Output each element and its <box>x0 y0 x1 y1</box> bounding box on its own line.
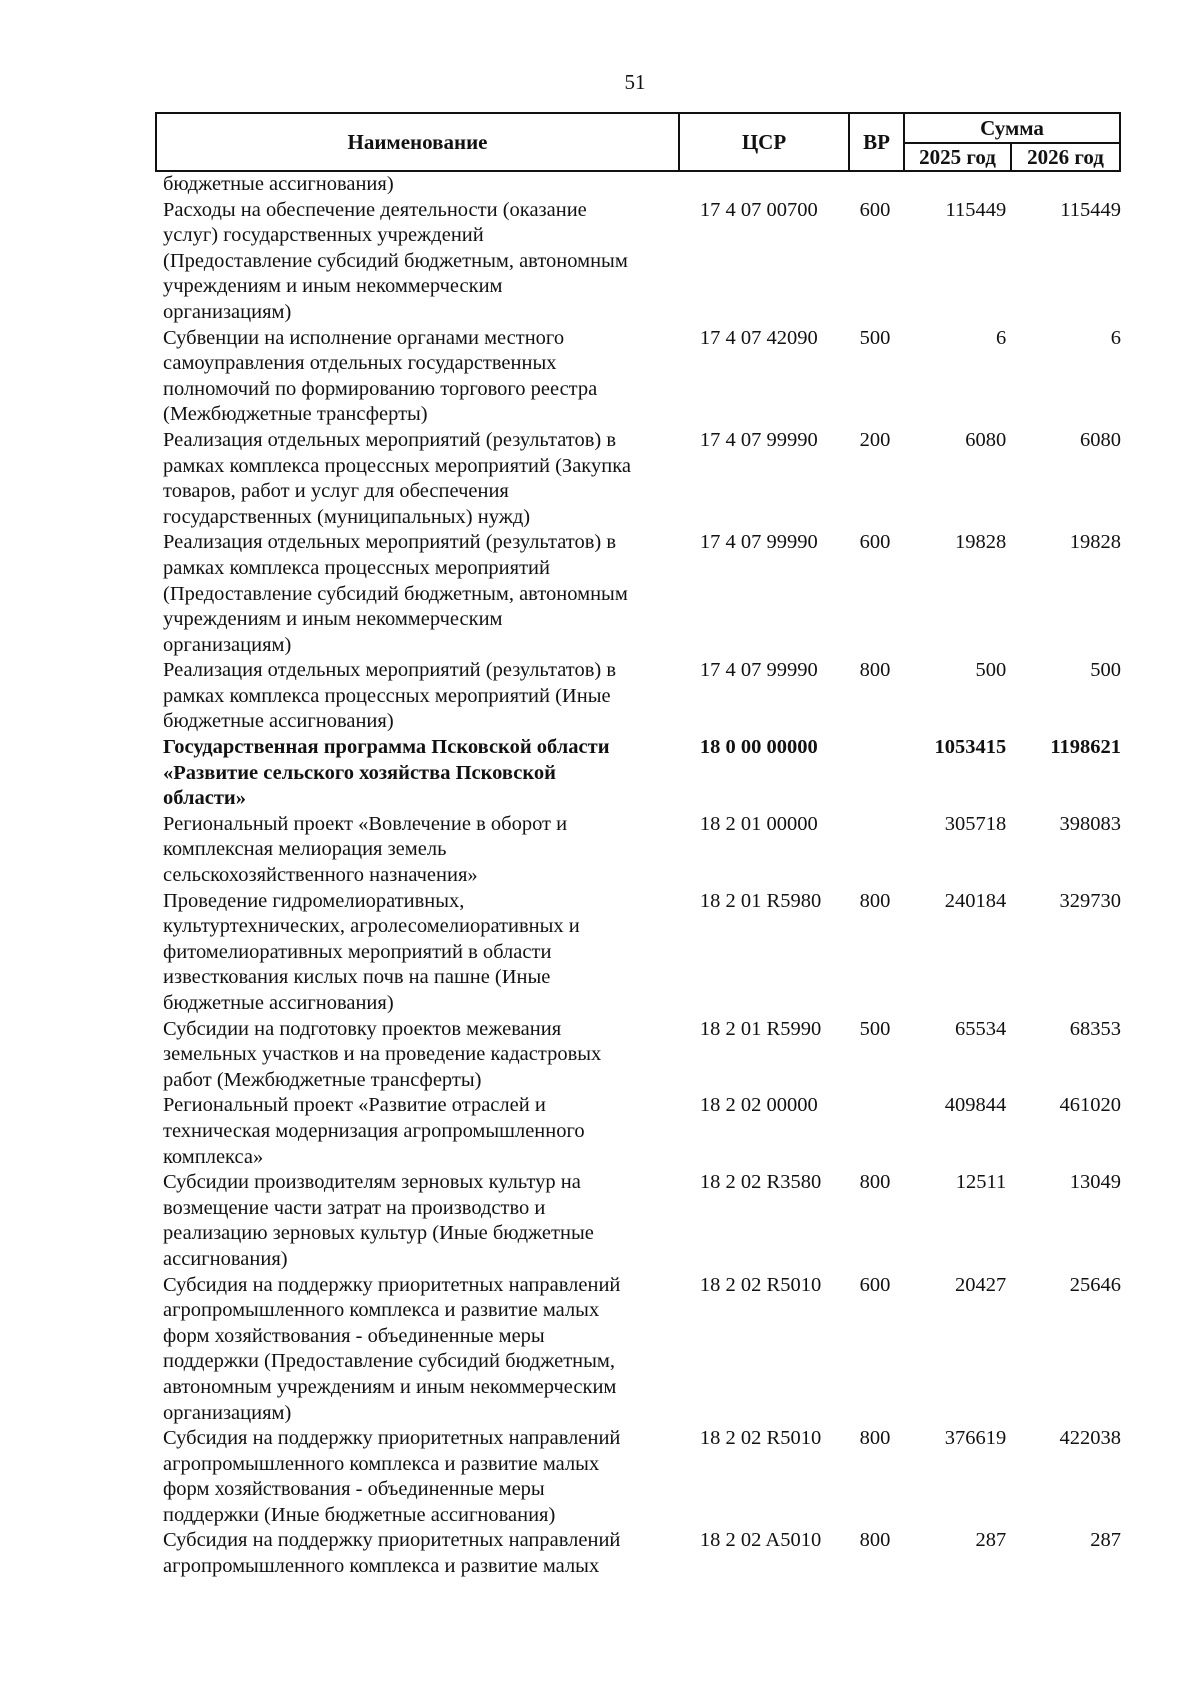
page-number: 51 <box>624 70 646 94</box>
row-csr: 17 4 07 42090 <box>699 326 818 349</box>
row-sum-2026: 6080 <box>1080 428 1121 451</box>
row-vr: 500 <box>859 1017 891 1040</box>
row-sum-2025: 6080 <box>965 428 1007 451</box>
header-sum: Сумма <box>905 114 1119 144</box>
row-vr: 800 <box>859 889 891 912</box>
table-row <box>163 1528 1123 1579</box>
row-name: Субсидии производителям зерновых культур на возмещение части затрат на производство и реализацию зерновых культур (Иные бюджетные ассигнования) <box>163 1171 594 1270</box>
row-sum-2026: 329730 <box>1059 889 1121 912</box>
row-sum-2025: 240184 <box>944 889 1007 912</box>
row-sum-2025 <box>909 172 1016 198</box>
row-sum-2026: 500 <box>1090 659 1121 682</box>
row-name: бюджетные ассигнования) <box>163 173 394 195</box>
row-name: Субсидия на поддержку приоритетных направлений агропромышленного комплекса и развитие малых форм хозяйствования - объединенные меры поддержки (Иные бюджетные ассигнования) <box>163 1427 621 1526</box>
row-vr: 600 <box>859 1273 891 1296</box>
row-csr: 18 2 01 R5990 <box>699 1017 822 1040</box>
row-sum-2025: 6 <box>995 326 1007 349</box>
table-row <box>163 1093 1123 1170</box>
row-sum-2025: 305718 <box>944 812 1007 835</box>
table-header <box>155 112 1121 172</box>
row-sum-2026: 13049 <box>1069 1171 1121 1194</box>
table-row <box>163 198 1123 326</box>
row-csr: 17 4 07 99990 <box>699 428 818 451</box>
row-csr: 18 2 02 00000 <box>699 1094 818 1117</box>
row-vr: 800 <box>859 1171 891 1194</box>
row-csr: 18 2 02 R5010 <box>699 1427 822 1450</box>
row-sum-2025: 115449 <box>945 198 1007 221</box>
row-name: Государственная программа Псковской области «Развитие сельского хозяйства Псковской области» <box>163 736 610 810</box>
row-name: Субвенции на исполнение органами местного самоуправления отдельных государственных полномочий по формированию торгового реестра (Межбюджетные трансферты) <box>163 326 598 426</box>
row-sum-2025: 19828 <box>954 531 1007 554</box>
row-sum-2025: 20427 <box>954 1273 1007 1296</box>
row-sum-2025: 376619 <box>944 1427 1007 1450</box>
row-csr: 18 2 02 A5010 <box>699 1529 822 1552</box>
row-csr: 18 2 02 R3580 <box>699 1171 822 1194</box>
row-name: Региональный проект «Развитие отраслей и техническая модернизация агропромышленного комплекса» <box>163 1094 585 1168</box>
row-csr: 18 2 02 R5010 <box>699 1273 822 1296</box>
row-sum-2025: 409844 <box>944 1094 1007 1117</box>
row-name: Реализация отдельных мероприятий (результатов) в рамках комплекса процессных мероприятий (Предоставление субсидий бюджетным, автономным учреждениям и иным некоммерческим организациям) <box>163 531 628 656</box>
row-csr: 17 4 07 00700 <box>699 198 818 221</box>
row-vr <box>852 812 910 889</box>
table-row <box>163 735 1123 812</box>
header-vr: ВР <box>850 114 905 170</box>
table-row <box>163 889 1123 1017</box>
row-vr: 500 <box>859 326 891 349</box>
header-csr: ЦСР <box>680 114 850 170</box>
row-csr: 17 4 07 99990 <box>699 531 818 554</box>
row-sum-2025: 65534 <box>954 1017 1007 1040</box>
header-name: Наименование <box>157 114 680 170</box>
row-sum-2025: 1053415 <box>934 736 1007 759</box>
row-csr: 17 4 07 99990 <box>699 659 818 682</box>
row-vr: 800 <box>859 659 891 682</box>
row-name: Реализация отдельных мероприятий (результатов) в рамках комплекса процессных мероприятий (Иные бюджетные ассигнования) <box>163 659 617 733</box>
row-name: Субсидия на поддержку приоритетных направлений агропромышленного комплекса и развитие малых <box>163 1529 621 1578</box>
row-vr: 600 <box>859 531 891 554</box>
row-sum-2026: 287 <box>1090 1529 1121 1552</box>
table-row <box>163 172 1123 198</box>
row-csr: 18 2 01 R5980 <box>699 889 822 912</box>
header-year-2025: 2025 год <box>905 144 1012 170</box>
row-vr <box>852 172 910 198</box>
row-vr: 800 <box>859 1529 891 1552</box>
table-row <box>163 326 1123 428</box>
row-sum-2026: 461020 <box>1059 1094 1121 1117</box>
row-csr <box>682 172 852 198</box>
header-year-2026: 2026 год <box>1027 144 1104 169</box>
row-sum-2026: 398083 <box>1059 812 1121 835</box>
row-sum-2026: 1198621 <box>1050 736 1121 759</box>
row-name: Региональный проект «Вовлечение в оборот и комплексная мелиорация земель сельскохозяйственного назначения» <box>163 812 568 887</box>
table-row <box>163 1426 1123 1528</box>
row-sum-2025: 500 <box>975 659 1007 682</box>
row-sum-2026: 25646 <box>1069 1273 1121 1296</box>
row-sum-2026 <box>1016 172 1123 198</box>
row-sum-2026: 68353 <box>1069 1017 1121 1040</box>
table-row <box>163 1170 1123 1272</box>
table-row <box>163 1273 1123 1427</box>
row-name: Расходы на обеспечение деятельности (оказание услуг) государственных учреждений (Предоставление субсидий бюджетным, автономным учреждениям и иным некоммерческим организациям) <box>163 198 628 323</box>
row-name: Реализация отдельных мероприятий (результатов) в рамках комплекса процессных мероприятий (Закупка товаров, работ и услуг для обеспечения государственных (муниципальных) нужд) <box>163 428 631 528</box>
row-vr <box>852 735 910 812</box>
row-csr: 18 2 01 00000 <box>699 812 818 835</box>
row-csr: 18 0 00 00000 <box>699 736 818 759</box>
row-sum-2026: 19828 <box>1069 531 1121 554</box>
row-vr: 800 <box>859 1427 891 1450</box>
table-row <box>163 1017 1123 1094</box>
table-row <box>163 530 1123 658</box>
row-name: Проведение гидромелиоративных, культуртехнических, агролесомелиоративных и фитомелиоративных мероприятий в области известкования кислых почв на пашне (Иные бюджетные ассигнования) <box>163 889 580 1014</box>
row-name: Субсидия на поддержку приоритетных направлений агропромышленного комплекса и развитие малых форм хозяйствования - объединенные меры поддержки (Предоставление субсидий бюджетным, автономным учреждениям и иным некоммерческим организациям) <box>163 1273 621 1424</box>
row-vr: 600 <box>859 198 891 221</box>
row-sum-2026: 115449 <box>1060 198 1121 221</box>
row-sum-2025: 287 <box>975 1529 1007 1552</box>
row-vr <box>852 1093 910 1170</box>
table-row <box>163 812 1123 889</box>
row-sum-2026: 6 <box>1110 326 1121 349</box>
row-sum-2025: 12511 <box>955 1171 1007 1194</box>
row-name: Субсидии на подготовку проектов межевания земельных участков и на проведение кадастровых работ (Межбюджетные трансферты) <box>163 1017 602 1091</box>
row-vr: 200 <box>859 428 891 451</box>
row-sum-2026: 422038 <box>1059 1427 1121 1450</box>
table-row <box>163 428 1123 530</box>
table-body <box>163 172 1123 1580</box>
table-row <box>163 658 1123 735</box>
